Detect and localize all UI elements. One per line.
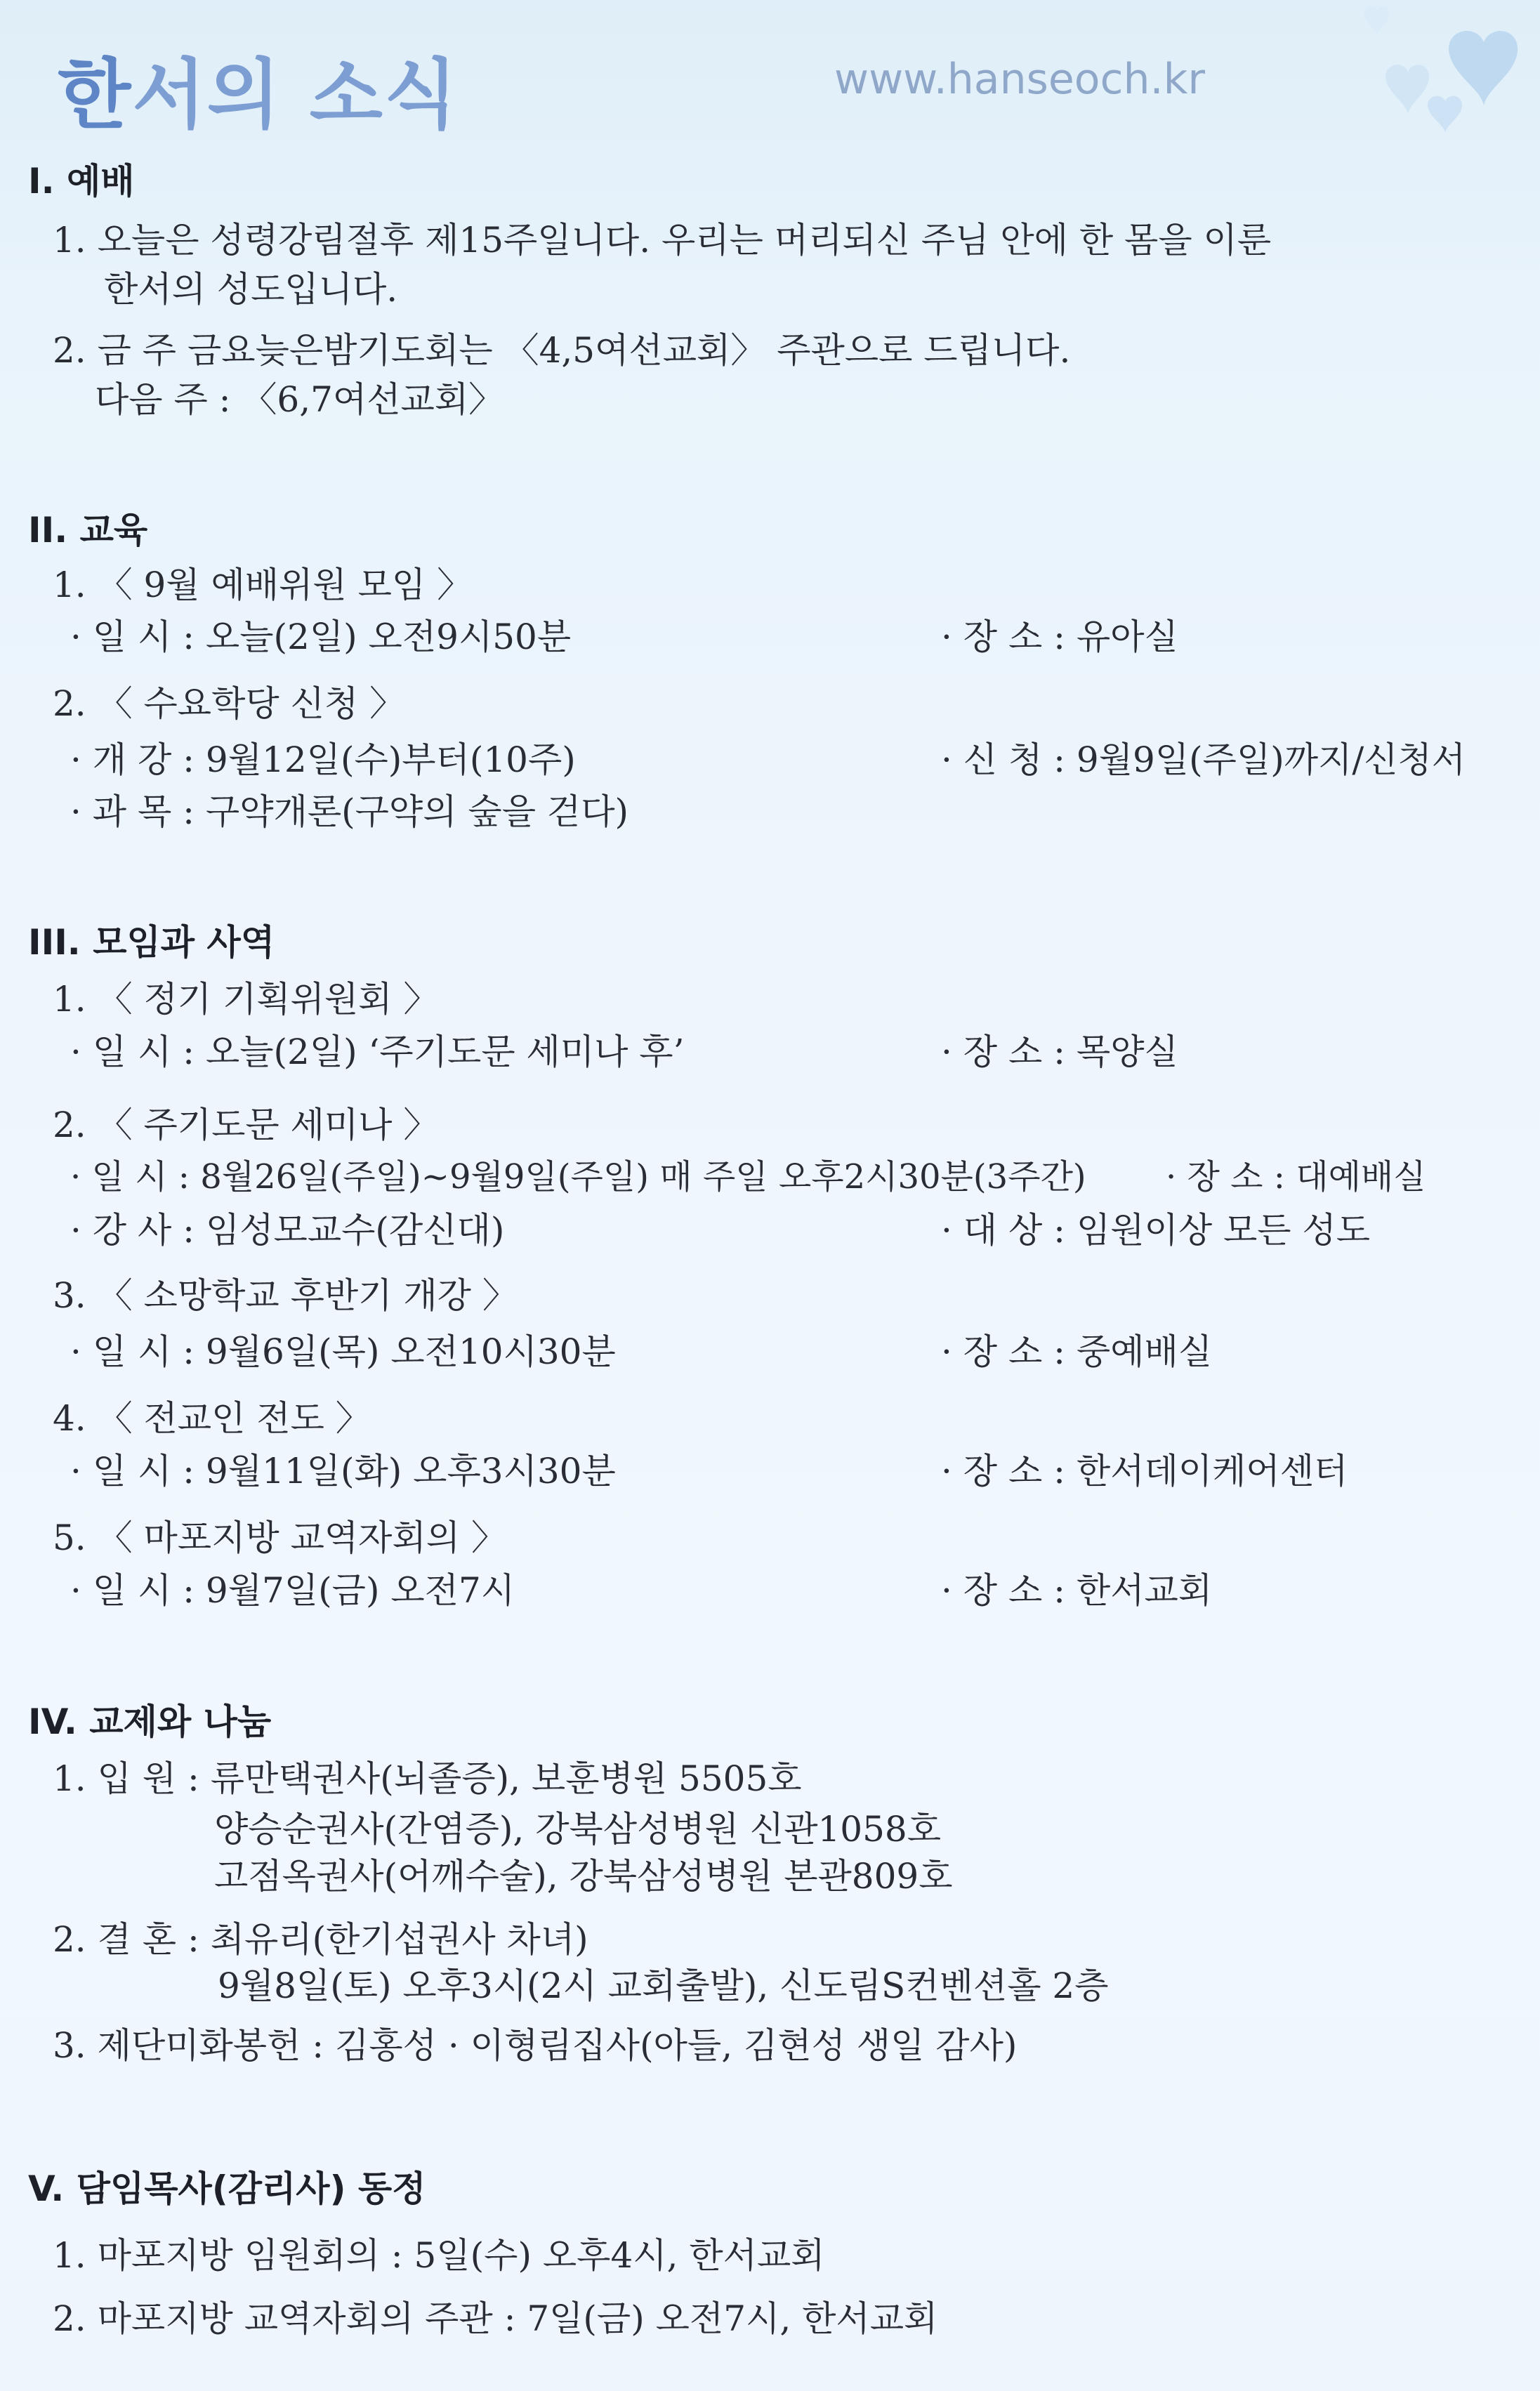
section-meetings-title: III. 모임과 사역 <box>28 922 275 963</box>
worship-item-2-line-2: 다음 주 : 〈6,7여선교회〉 <box>95 379 504 420</box>
pastor-schedule-1: 1. 마포지방 임원회의 : 5일(수) 오후4시, 한서교회 <box>53 2235 825 2276</box>
meetings-item-1-place: · 장 소 : 목양실 <box>941 1032 1178 1072</box>
fellowship-wedding-line-2: 9월8일(토) 오후3시(2시 교회출발), 신도림S컨벤션홀 2층 <box>218 1965 1109 2006</box>
education-item-2-subject: · 과 목 : 구약개론(구약의 숲을 걷다) <box>70 791 629 832</box>
title-highlight: 한 <box>58 51 133 139</box>
worship-item-2-line-1: 2. 금 주 금요늦은밤기도회는 〈4,5여선교회〉 주관으로 드립니다. <box>53 330 1071 371</box>
meetings-item-1-heading: 1. 〈 정기 기획위원회 〉 <box>53 979 439 1020</box>
meetings-item-5-date: · 일 시 : 9월7일(금) 오전7시 <box>70 1570 515 1611</box>
meetings-item-5-heading: 5. 〈 마포지방 교역자회의 〉 <box>53 1517 506 1558</box>
fellowship-wedding-line-1: 2. 결 혼 : 최유리(한기섭권사 차녀) <box>53 1919 588 1960</box>
pastor-schedule-2: 2. 마포지방 교역자회의 주관 : 7일(금) 오전7시, 한서교회 <box>53 2298 938 2339</box>
meetings-item-3-date: · 일 시 : 9월6일(목) 오전10시30분 <box>70 1331 616 1372</box>
section-pastor-title: V. 담임목사(감리사) 동정 <box>28 2168 426 2209</box>
education-item-2-heading: 2. 〈 수요학당 신청 〉 <box>53 683 405 724</box>
meetings-item-2-lecturer: · 강 사 : 임성모교수(감신대) <box>70 1210 505 1251</box>
meetings-item-2-target: · 대 상 : 임원이상 모든 성도 <box>941 1210 1371 1251</box>
education-item-2-opening: · 개 강 : 9월12일(수)부터(10주) <box>70 739 576 780</box>
meetings-item-2-place: · 장 소 : 대예배실 <box>1166 1157 1426 1197</box>
meetings-item-2-date: · 일 시 : 8월26일(주일)~9월9일(주일) 매 주일 오후2시30분(3주간) <box>70 1157 1086 1197</box>
meetings-item-1-date: · 일 시 : 오늘(2일) ‘주기도문 세미나 후’ <box>70 1032 685 1072</box>
meetings-item-4-place: · 장 소 : 한서데이케어센터 <box>941 1451 1348 1491</box>
meetings-item-5-place: · 장 소 : 한서교회 <box>941 1570 1213 1611</box>
section-worship-title: I. 예배 <box>28 161 135 202</box>
fellowship-hospital-line-1: 1. 입 원 : 류만택권사(뇌졸증), 보훈병원 5505호 <box>53 1758 802 1799</box>
education-item-2-application: · 신 청 : 9월9일(주일)까지/신청서 <box>941 739 1466 780</box>
meetings-item-2-heading: 2. 〈 주기도문 세미나 〉 <box>53 1105 439 1145</box>
education-item-1-place: · 장 소 : 유아실 <box>941 617 1178 657</box>
title-rest: 서의 소식 <box>132 51 459 139</box>
section-fellowship-title: IV. 교제와 나눔 <box>28 1701 272 1742</box>
worship-item-1-line-1: 1. 오늘은 성령강림절후 제15주일니다. 우리는 머리되신 주님 안에 한 몸을 이룬 <box>53 220 1272 261</box>
education-item-1-date: · 일 시 : 오늘(2일) 오전9시50분 <box>70 617 572 657</box>
meetings-item-3-place: · 장 소 : 중예배실 <box>941 1331 1213 1372</box>
meetings-item-4-heading: 4. 〈 전교인 전도 〉 <box>53 1398 371 1439</box>
header <box>0 0 1540 147</box>
section-education-title: II. 교육 <box>28 510 148 551</box>
meetings-item-4-date: · 일 시 : 9월11일(화) 오후3시30분 <box>70 1451 616 1491</box>
website-url[interactable]: www.hanseoch.kr <box>834 55 1205 104</box>
worship-item-1-line-2: 한서의 성도입니다. <box>104 269 398 310</box>
fellowship-hospital-line-2: 양승순권사(간염증), 강북삼성병원 신관1058호 <box>214 1809 942 1850</box>
education-item-1-heading: 1. 〈 9월 예배위원 모임 〉 <box>53 565 473 605</box>
fellowship-hospital-line-3: 고점옥권사(어깨수술), 강북삼성병원 본관809호 <box>214 1856 953 1897</box>
fellowship-altar-flowers: 3. 제단미화봉헌 : 김홍성 · 이형림집사(아들, 김현성 생일 감사) <box>53 2025 1018 2066</box>
hearts-decoration-icon <box>1343 0 1526 147</box>
meetings-item-3-heading: 3. 〈 소망학교 후반기 개강 〉 <box>53 1275 518 1316</box>
newsletter-title <box>58 34 459 143</box>
